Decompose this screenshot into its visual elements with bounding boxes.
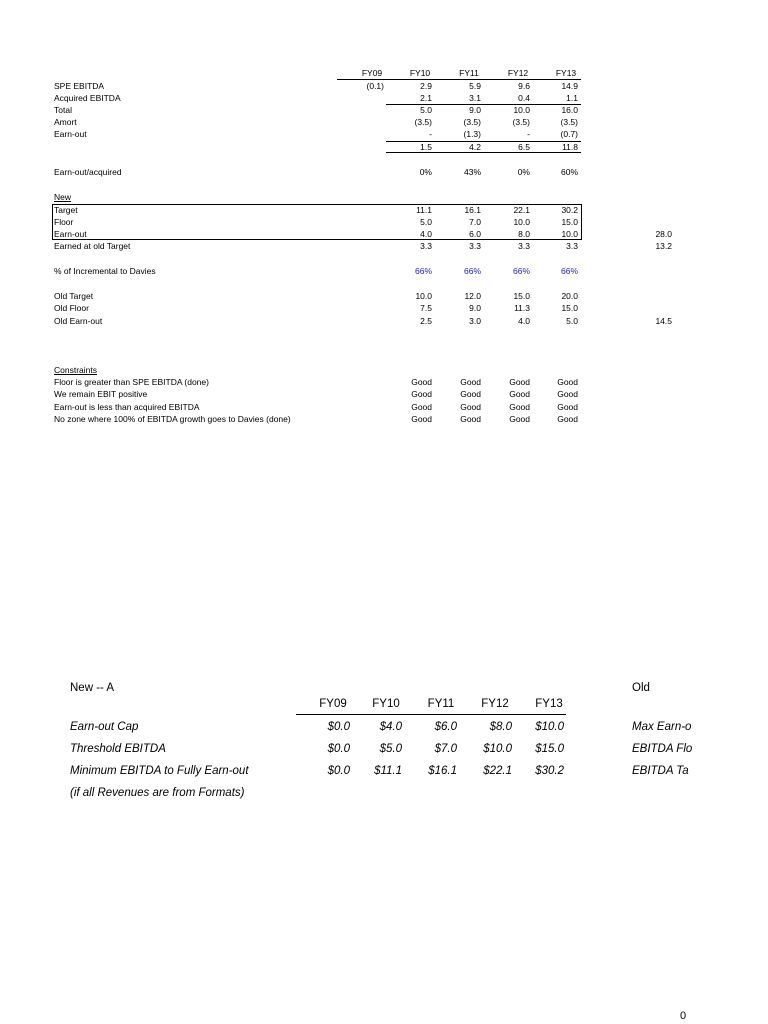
- year-header: FY09: [361, 68, 383, 78]
- cell: 10.0: [415, 291, 432, 301]
- cell: $10.0: [483, 743, 512, 755]
- year-header-row: [0, 67, 768, 79]
- table-row: [0, 240, 768, 252]
- table-row: [0, 116, 768, 128]
- section-heading: New: [54, 192, 72, 202]
- cell: $0.0: [327, 721, 350, 733]
- cell: $5.0: [379, 743, 402, 755]
- cell: (3.5): [512, 117, 530, 127]
- cell: 10.0: [513, 217, 530, 227]
- cell: 3.1: [469, 93, 481, 103]
- row-label: Amort: [54, 117, 77, 127]
- table-row: [0, 302, 768, 314]
- cell: Good: [509, 402, 530, 412]
- table-row: [0, 290, 768, 302]
- cell: 22.1: [513, 205, 530, 215]
- year-header: FY13: [535, 698, 563, 710]
- table-row: [0, 413, 768, 425]
- cell: 2.9: [420, 81, 432, 91]
- year-header: FY12: [481, 698, 509, 710]
- year-header: FY11: [427, 698, 455, 710]
- cell: (1.3): [463, 129, 481, 139]
- table-row: [0, 376, 768, 388]
- row-label: No zone where 100% of EBITDA growth goes to Davies (done): [54, 414, 291, 424]
- cell: 15.0: [561, 217, 578, 227]
- cell: 43%: [463, 167, 481, 177]
- row-label: Earned at old Target: [54, 241, 131, 251]
- cell: 9.6: [518, 81, 530, 91]
- row-label: Earn-out/acquired: [54, 167, 122, 177]
- cell: $0.0: [327, 743, 350, 755]
- cell: 2.1: [420, 93, 432, 103]
- table-row: [0, 228, 768, 240]
- table-row: [0, 166, 768, 178]
- cell: Good: [460, 377, 481, 387]
- cell: (3.5): [414, 117, 432, 127]
- cell: 5.9: [469, 81, 481, 91]
- row-label: Threshold EBITDA: [70, 743, 166, 755]
- cell: $16.1: [428, 765, 457, 777]
- cell: 66%: [512, 266, 530, 276]
- table-row: [0, 265, 768, 277]
- row-label: We remain EBIT positive: [54, 389, 148, 399]
- cell: 7.5: [420, 303, 432, 313]
- cell: $4.0: [379, 721, 402, 733]
- cell: (3.5): [463, 117, 481, 127]
- cell: Good: [460, 402, 481, 412]
- section-heading: Constraints: [54, 365, 97, 375]
- table-row: [0, 104, 768, 116]
- cell: 5.0: [420, 105, 432, 115]
- total-cell: 13.2: [655, 241, 672, 251]
- old-label: Max Earn-o: [632, 721, 692, 733]
- cell: 15.0: [513, 291, 530, 301]
- cell: Good: [509, 389, 530, 399]
- cell: 0%: [419, 167, 432, 177]
- table-row: [0, 762, 768, 780]
- row-label: Total: [54, 105, 72, 115]
- table-row: [0, 315, 768, 327]
- cell: -: [429, 129, 432, 139]
- row-label: Minimum EBITDA to Fully Earn-out: [70, 765, 249, 777]
- header-underline: [296, 714, 566, 715]
- row-label: Floor: [54, 217, 74, 227]
- cell: 60%: [560, 167, 578, 177]
- old-column-title: Old: [632, 682, 650, 694]
- cell: $8.0: [489, 721, 512, 733]
- cell: 5.0: [420, 217, 432, 227]
- cell: $0.0: [327, 765, 350, 777]
- table-row: [0, 141, 768, 153]
- cell: 4.0: [518, 316, 530, 326]
- cell: 5.0: [566, 316, 578, 326]
- cell: 30.2: [561, 205, 578, 215]
- cell: Good: [557, 414, 578, 424]
- cell: 11.1: [416, 205, 432, 215]
- cell: 0%: [517, 167, 530, 177]
- cell: Good: [509, 377, 530, 387]
- cell: 14.9: [561, 81, 578, 91]
- cell: $10.0: [535, 721, 564, 733]
- cell: 8.0: [518, 229, 530, 239]
- year-header: FY10: [372, 698, 400, 710]
- cell: Good: [411, 377, 432, 387]
- cell: $30.2: [535, 765, 564, 777]
- cell: 4.2: [469, 142, 481, 152]
- row-label: % of Incremental to Davies: [54, 266, 156, 276]
- cell: Good: [460, 389, 481, 399]
- cell: -: [527, 129, 530, 139]
- cell: 12.0: [464, 291, 481, 301]
- cell: 15.0: [561, 303, 578, 313]
- table-row: [0, 128, 768, 140]
- cell: 6.0: [469, 229, 481, 239]
- cell: $11.1: [374, 765, 402, 777]
- cell: Good: [557, 402, 578, 412]
- cell: 66%: [560, 266, 578, 276]
- old-label: EBITDA Flo: [632, 743, 692, 755]
- cell: 2.5: [420, 316, 432, 326]
- cell: 0.4: [518, 93, 530, 103]
- row-label: Floor is greater than SPE EBITDA (done): [54, 377, 209, 387]
- table-row: [0, 204, 768, 216]
- row-label: Old Floor: [54, 303, 89, 313]
- cell: 1.5: [420, 142, 432, 152]
- cell: 11.3: [514, 303, 530, 313]
- cell: 66%: [463, 266, 481, 276]
- cell: 10.0: [513, 105, 530, 115]
- cell: 3.3: [420, 241, 432, 251]
- section-heading-row: [0, 191, 768, 203]
- table-row: [0, 401, 768, 413]
- row-label: Acquired EBITDA: [54, 93, 121, 103]
- cell: 4.0: [420, 229, 432, 239]
- section-heading-row: [0, 364, 768, 376]
- total-cell: 28.0: [655, 229, 672, 239]
- bottom-table-title: New -- A: [70, 682, 115, 694]
- row-label: Earn-out: [54, 129, 87, 139]
- cell: 3.3: [566, 241, 578, 251]
- cell: Good: [411, 389, 432, 399]
- year-header: FY13: [555, 68, 577, 78]
- cell: $6.0: [434, 721, 457, 733]
- row-label: Old Target: [54, 291, 94, 301]
- cell: $22.1: [483, 765, 512, 777]
- row-label: Earn-out: [54, 229, 87, 239]
- total-cell: 14.5: [655, 316, 672, 326]
- year-header: FY09: [319, 698, 347, 710]
- cell: 10.0: [561, 229, 578, 239]
- table-row: [0, 388, 768, 400]
- row-label: SPE EBITDA: [54, 81, 105, 91]
- cell: 9.0: [469, 303, 481, 313]
- cell: (0.1): [366, 81, 384, 91]
- cell: 3.3: [469, 241, 481, 251]
- cell: 16.1: [464, 205, 481, 215]
- cell: 9.0: [469, 105, 481, 115]
- cell: Good: [557, 377, 578, 387]
- table-row: [0, 216, 768, 228]
- cell: (3.5): [560, 117, 578, 127]
- cell: 20.0: [561, 291, 578, 301]
- cell: 1.1: [566, 93, 578, 103]
- cell: Good: [411, 414, 432, 424]
- table-row: [0, 80, 768, 92]
- page-number: 0: [680, 1010, 687, 1022]
- row-label: Earn-out Cap: [70, 721, 139, 733]
- cell: $7.0: [434, 743, 457, 755]
- row-label: Target: [54, 205, 78, 215]
- cell: Good: [460, 414, 481, 424]
- old-label: EBITDA Ta: [632, 765, 689, 777]
- cell: Good: [411, 402, 432, 412]
- cell: 66%: [414, 266, 432, 276]
- cell: Good: [557, 389, 578, 399]
- total-underline: [386, 152, 581, 153]
- cell: Good: [509, 414, 530, 424]
- cell: 3.3: [518, 241, 530, 251]
- table-row: [0, 740, 768, 758]
- year-header: FY10: [409, 68, 431, 78]
- cell: 3.0: [469, 316, 481, 326]
- cell: 11.8: [562, 142, 578, 152]
- year-header: FY12: [507, 68, 529, 78]
- footnote-row: [0, 784, 768, 802]
- row-label: Earn-out is less than acquired EBITDA: [54, 402, 200, 412]
- row-label: Old Earn-out: [54, 316, 103, 326]
- footnote: (if all Revenues are from Formats): [70, 787, 245, 799]
- cell: 7.0: [469, 217, 481, 227]
- cell: $15.0: [535, 743, 564, 755]
- cell: (0.7): [560, 129, 578, 139]
- cell: 6.5: [518, 142, 530, 152]
- table-row: [0, 718, 768, 736]
- year-header: FY11: [459, 68, 479, 78]
- cell: 16.0: [561, 105, 578, 115]
- table-row: [0, 92, 768, 104]
